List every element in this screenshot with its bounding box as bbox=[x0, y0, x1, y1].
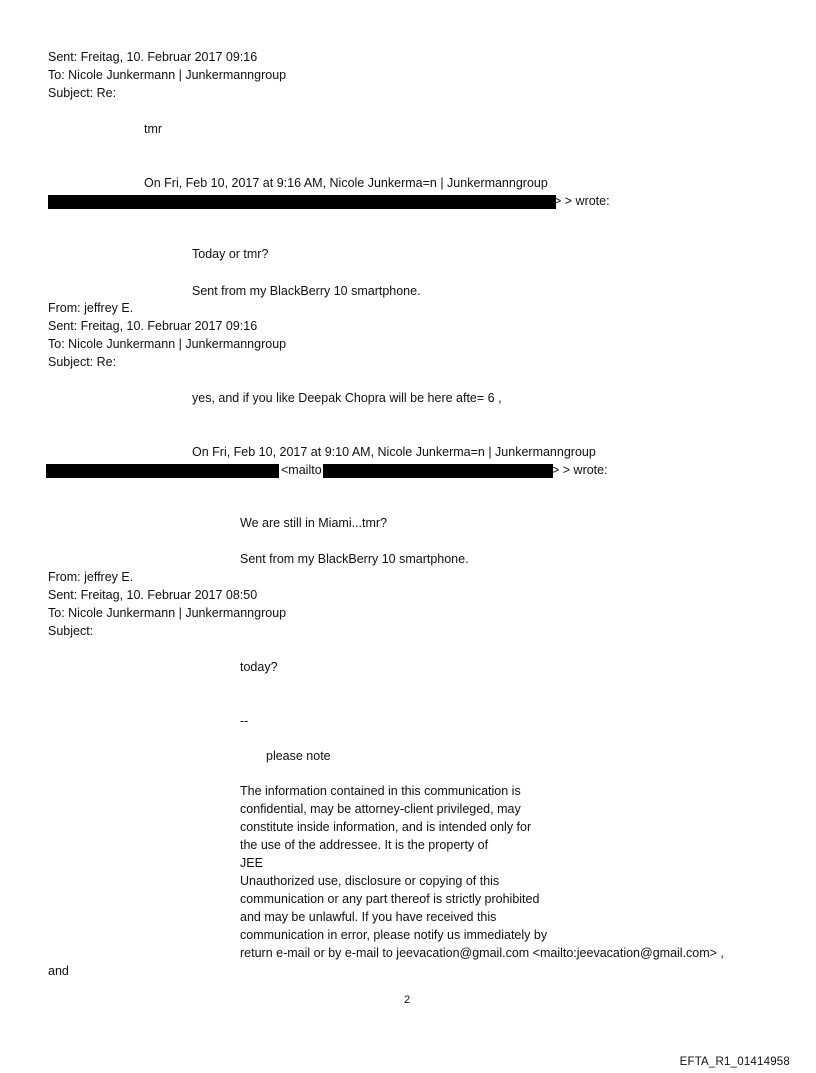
email1-quoted-body: Today or tmr? bbox=[192, 247, 269, 261]
email2-subject: Subject: Re: bbox=[48, 355, 117, 369]
email3-body: today? bbox=[240, 660, 278, 674]
email3-subject: Subject: bbox=[48, 624, 94, 638]
email1-quoted-signature: Sent from my BlackBerry 10 smartphone. bbox=[192, 284, 421, 298]
disclaimer-line: communication in error, please notify us immediately by bbox=[240, 928, 548, 942]
email1-subject: Subject: Re: bbox=[48, 86, 117, 100]
email3-sent: Sent: Freitag, 10. Februar 2017 08:50 bbox=[48, 588, 258, 602]
redaction-bar bbox=[46, 464, 279, 478]
email1-body: tmr bbox=[144, 122, 163, 136]
email1-to: To: Nicole Junkermann | Junkermanngroup bbox=[48, 68, 287, 82]
disclaimer-line: and may be unlawful. If you have received this bbox=[240, 910, 497, 924]
disclaimer-line: communication or any part thereof is strictly prohibited bbox=[240, 892, 540, 906]
email3-note-heading: please note bbox=[266, 749, 331, 763]
disclaimer-line: JEE bbox=[240, 856, 263, 870]
email2-quoted-signature: Sent from my BlackBerry 10 smartphone. bbox=[240, 552, 469, 566]
email3-to: To: Nicole Junkermann | Junkermanngroup bbox=[48, 606, 287, 620]
email2-quote-mailto: <mailto bbox=[281, 463, 322, 477]
email3-from: From: jeffrey E. bbox=[48, 570, 134, 584]
email2-quote-intro: On Fri, Feb 10, 2017 at 9:10 AM, Nicole Junkerma=n | Junkermanngroup bbox=[192, 445, 596, 459]
redaction-bar bbox=[323, 464, 553, 478]
email2-body: yes, and if you like Deepak Chopra will be here afte= 6 , bbox=[192, 391, 502, 405]
email1-quote-intro: On Fri, Feb 10, 2017 at 9:16 AM, Nicole Junkerma=n | Junkermanngroup bbox=[144, 176, 548, 190]
email1-quote-wrote: > > wrote: bbox=[554, 194, 610, 208]
email2-quote-wrote: > > wrote: bbox=[552, 463, 608, 477]
disclaimer-line: the use of the addressee. It is the property of bbox=[240, 838, 489, 852]
email2-quoted-body: We are still in Miami...tmr? bbox=[240, 516, 388, 530]
disclaimer-line: Unauthorized use, disclosure or copying of this bbox=[240, 874, 500, 888]
page-number: 2 bbox=[404, 994, 411, 1006]
disclaimer-line: constitute inside information, and is intended only for bbox=[240, 820, 532, 834]
disclaimer-line: confidential, may be attorney-client privileged, may bbox=[240, 802, 521, 816]
disclaimer-line: return e-mail or by e-mail to jeevacation@gmail.com <mailto:jeevacation@gmail.com> , bbox=[240, 946, 724, 960]
email2-from: From: jeffrey E. bbox=[48, 301, 134, 315]
trailing-text: and bbox=[48, 964, 69, 978]
email2-to: To: Nicole Junkermann | Junkermanngroup bbox=[48, 337, 287, 351]
document-id: EFTA_R1_01414958 bbox=[679, 1056, 790, 1068]
redaction-bar bbox=[48, 195, 556, 209]
email1-sent: Sent: Freitag, 10. Februar 2017 09:16 bbox=[48, 50, 258, 64]
email2-sent: Sent: Freitag, 10. Februar 2017 09:16 bbox=[48, 319, 258, 333]
email3-separator: -- bbox=[240, 714, 249, 728]
disclaimer-line: The information contained in this communication is bbox=[240, 784, 521, 798]
